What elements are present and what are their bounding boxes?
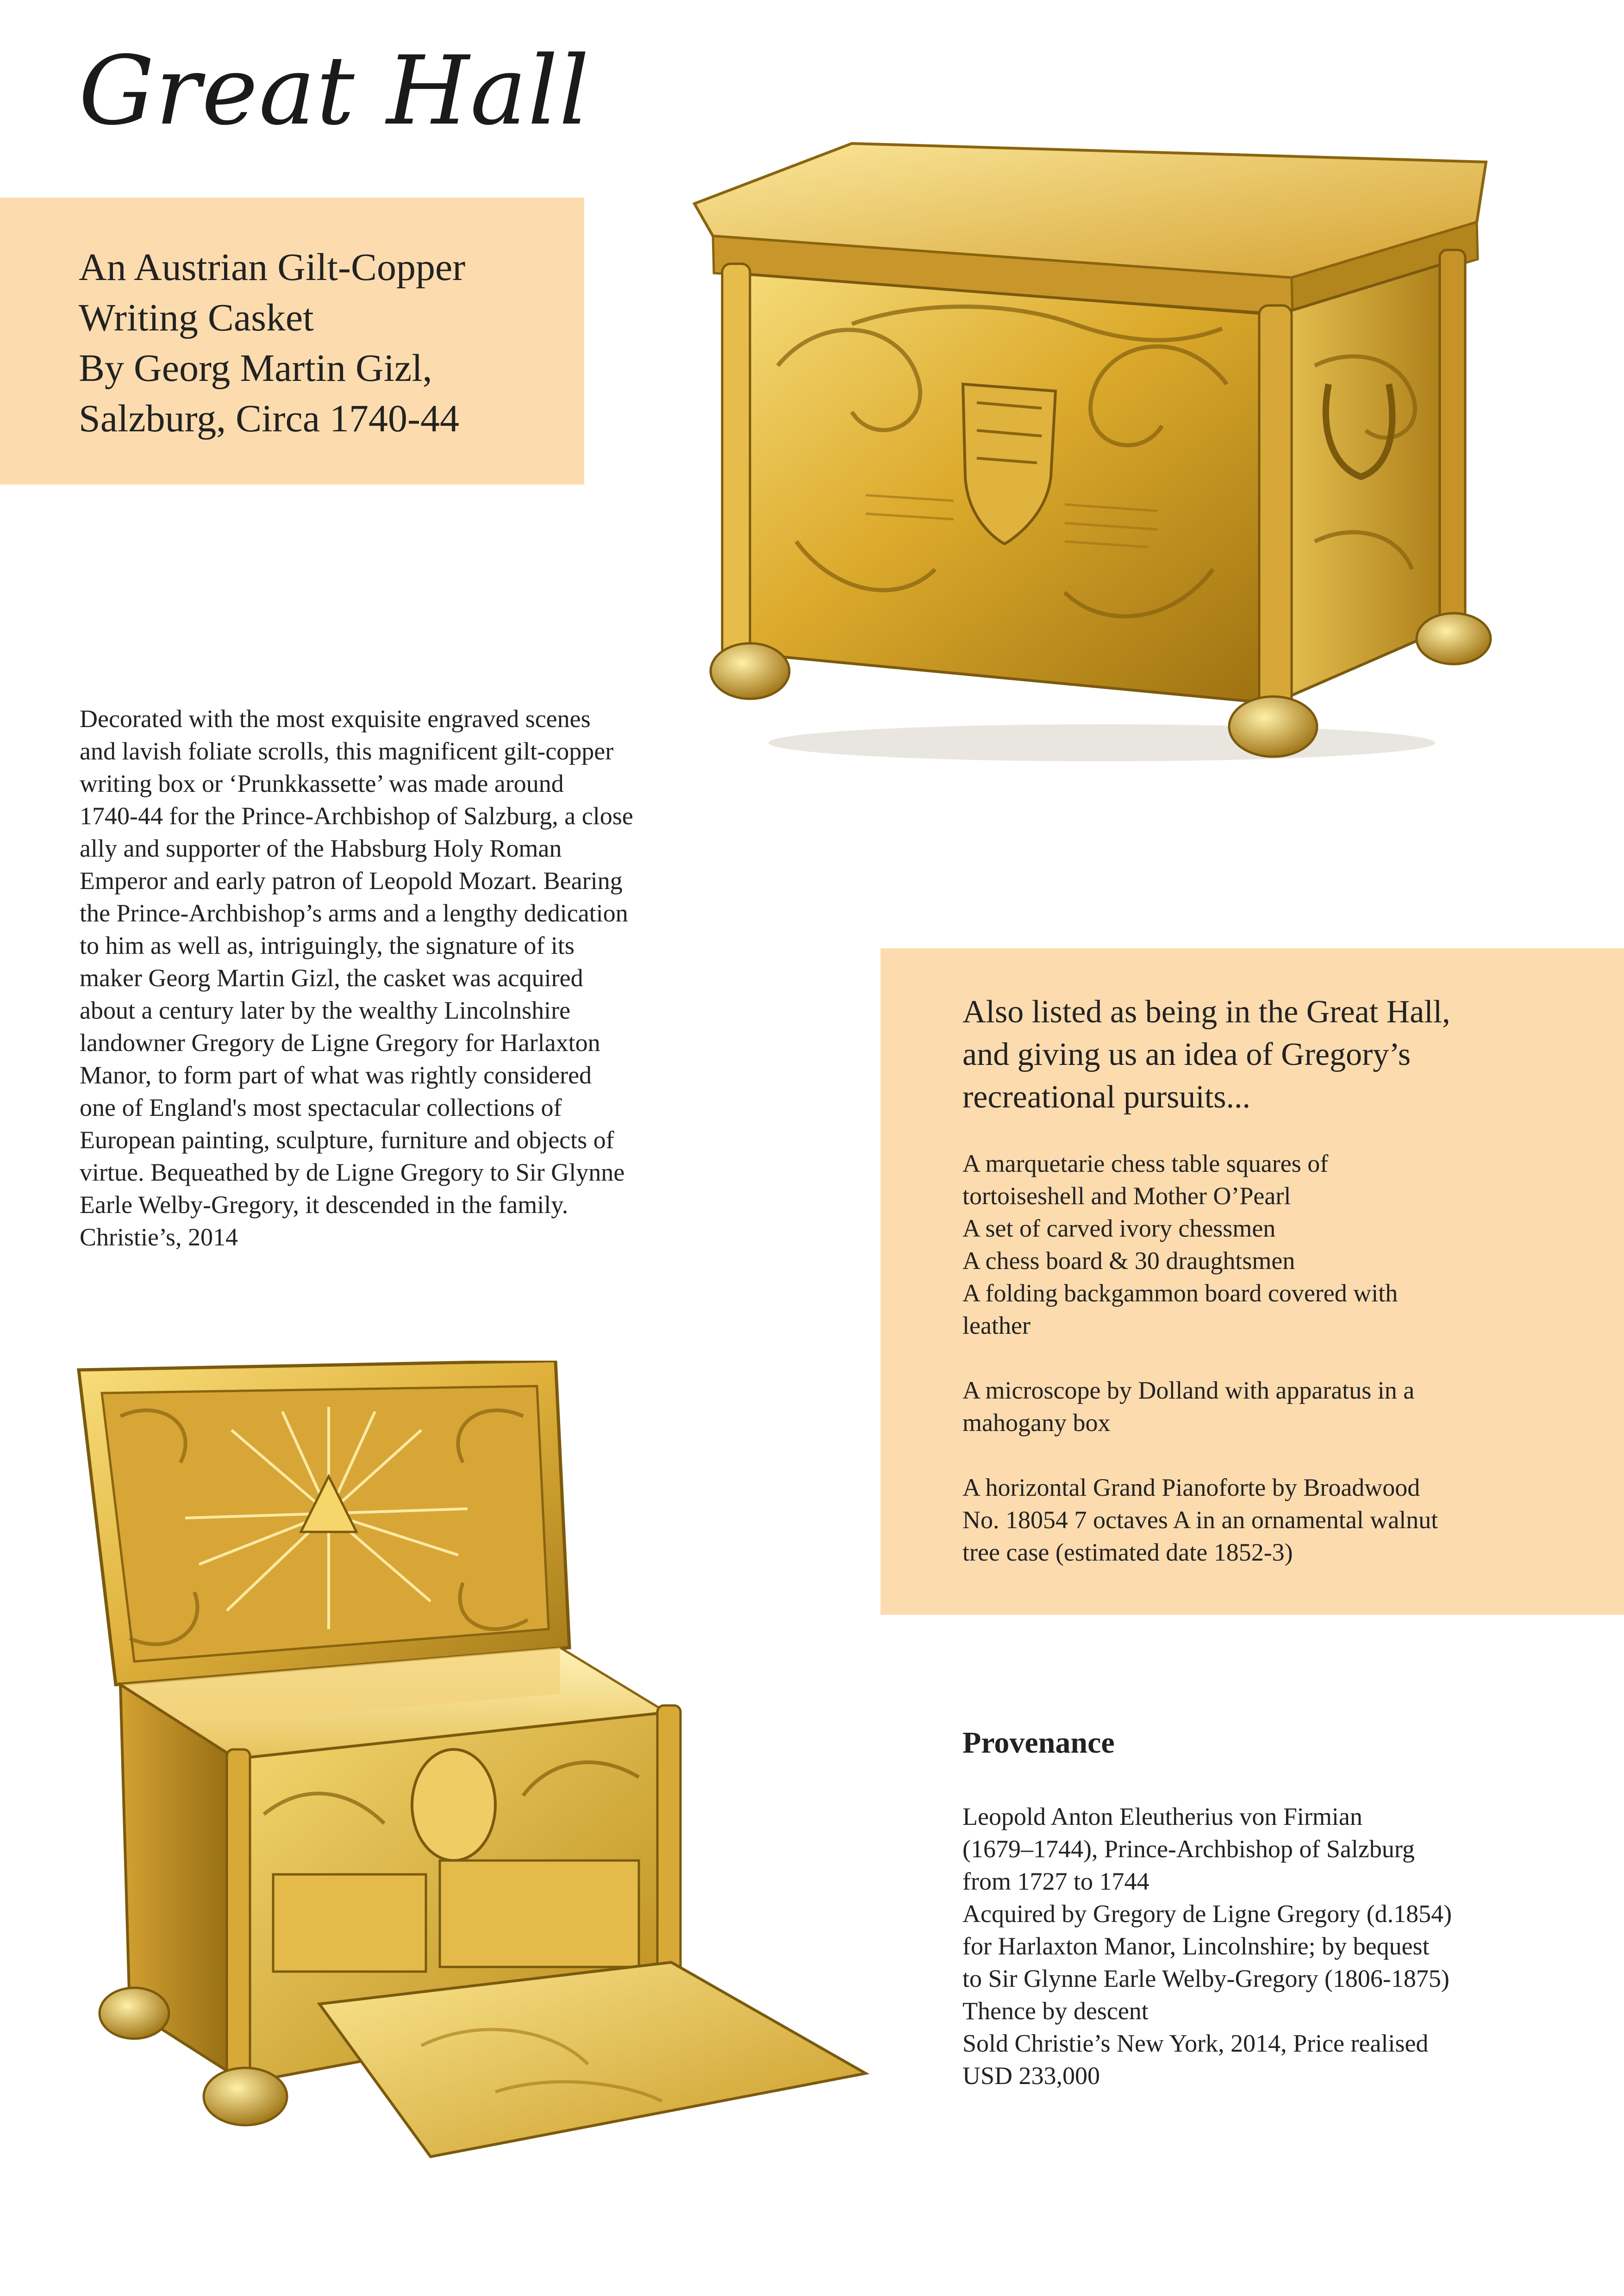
aside-item-line: tree case (estimated date 1852-3) bbox=[962, 1538, 1293, 1566]
description-line: Christie’s, 2014 bbox=[80, 1223, 238, 1251]
open-casket-image bbox=[69, 1361, 884, 2171]
description-line: landowner Gregory de Ligne Gregory for Harlaxton bbox=[80, 1029, 600, 1057]
provenance-line: (1679–1744), Prince-Archbishop of Salzburg bbox=[962, 1835, 1415, 1863]
aside-item-group-games bbox=[962, 1147, 1438, 1342]
provenance-line: from 1727 to 1744 bbox=[962, 1867, 1149, 1895]
object-title bbox=[79, 242, 465, 444]
aside-item-line: tortoiseshell and Mother O’Pearl bbox=[962, 1182, 1291, 1210]
aside-item-group-pianoforte bbox=[962, 1471, 1438, 1568]
aside-item-line: A marquetarie chess table squares of bbox=[962, 1150, 1329, 1177]
description-line: maker Georg Martin Gizl, the casket was acquired bbox=[80, 964, 583, 992]
aside-item-line: No. 18054 7 octaves A in an ornamental walnut bbox=[962, 1506, 1438, 1534]
object-title-line: By Georg Martin Gizl, bbox=[79, 347, 432, 390]
description-line: 1740-44 for the Prince-Archbishop of Salzburg, a close bbox=[80, 802, 633, 830]
object-title-line: An Austrian Gilt-Copper bbox=[79, 246, 466, 289]
aside-item-line: leather bbox=[962, 1312, 1031, 1339]
description-line: Emperor and early patron of Leopold Mozart. Bearing bbox=[80, 867, 623, 895]
aside-heading-line: Also listed as being in the Great Hall, bbox=[962, 994, 1450, 1030]
description-line: writing box or ‘Prunkkassette’ was made around bbox=[80, 770, 564, 797]
page-title: Great Hall bbox=[79, 36, 590, 146]
casket-description bbox=[80, 703, 774, 1253]
object-title-line: Writing Casket bbox=[79, 296, 314, 339]
description-line: Decorated with the most exquisite engraved scenes bbox=[80, 705, 591, 733]
aside-item-line: A microscope by Dolland with apparatus in a bbox=[962, 1376, 1415, 1404]
object-title-line: Salzburg, Circa 1740-44 bbox=[79, 397, 459, 440]
description-line: European painting, sculpture, furniture and objects of bbox=[80, 1126, 614, 1154]
aside-item-line: A set of carved ivory chessmen bbox=[962, 1214, 1276, 1242]
provenance-line: Sold Christie’s New York, 2014, Price realised bbox=[962, 2029, 1429, 2057]
aside-item-group-microscope bbox=[962, 1374, 1438, 1439]
provenance-line: to Sir Glynne Earle Welby-Gregory (1806-1875) bbox=[962, 1965, 1449, 1992]
description-line: the Prince-Archbishop’s arms and a lengthy dedication bbox=[80, 899, 628, 927]
aside-item-list bbox=[962, 1147, 1438, 1601]
description-line: ally and supporter of the Habsburg Holy Roman bbox=[80, 834, 562, 862]
provenance-line: Thence by descent bbox=[962, 1997, 1149, 2025]
description-line: and lavish foliate scrolls, this magnificent gilt-copper bbox=[80, 737, 614, 765]
aside-item-line: A chess board & 30 draughtsmen bbox=[962, 1247, 1295, 1275]
description-line: to him as well as, intriguingly, the signature of its bbox=[80, 932, 575, 959]
provenance-text bbox=[962, 1800, 1452, 2092]
aside-heading bbox=[962, 991, 1450, 1119]
aside-item-line: A horizontal Grand Pianoforte by Broadwood bbox=[962, 1474, 1420, 1501]
aside-item-line: mahogany box bbox=[962, 1409, 1111, 1437]
description-line: Earle Welby-Gregory, it descended in the family. bbox=[80, 1191, 568, 1219]
provenance-line: USD 233,000 bbox=[962, 2062, 1100, 2090]
aside-heading-line: and giving us an idea of Gregory’s bbox=[962, 1037, 1411, 1072]
description-line: one of England's most spectacular collections of bbox=[80, 1094, 562, 1121]
provenance-heading: Provenance bbox=[962, 1726, 1115, 1760]
closed-casket-image bbox=[657, 125, 1509, 782]
provenance-line: Acquired by Gregory de Ligne Gregory (d.1854) bbox=[962, 1900, 1452, 1928]
aside-item-line: A folding backgammon board covered with bbox=[962, 1279, 1398, 1307]
provenance-line: for Harlaxton Manor, Lincolnshire; by bequest bbox=[962, 1932, 1430, 1960]
provenance-line: Leopold Anton Eleutherius von Firmian bbox=[962, 1803, 1362, 1830]
description-line: about a century later by the wealthy Lincolnshire bbox=[80, 996, 571, 1024]
aside-heading-line: recreational pursuits... bbox=[962, 1079, 1251, 1115]
description-line: Manor, to form part of what was rightly considered bbox=[80, 1061, 592, 1089]
description-line: virtue. Bequeathed by de Ligne Gregory to Sir Glynne bbox=[80, 1158, 625, 1186]
object-title-panel bbox=[0, 198, 584, 485]
great-hall-items-panel bbox=[881, 948, 1624, 1615]
